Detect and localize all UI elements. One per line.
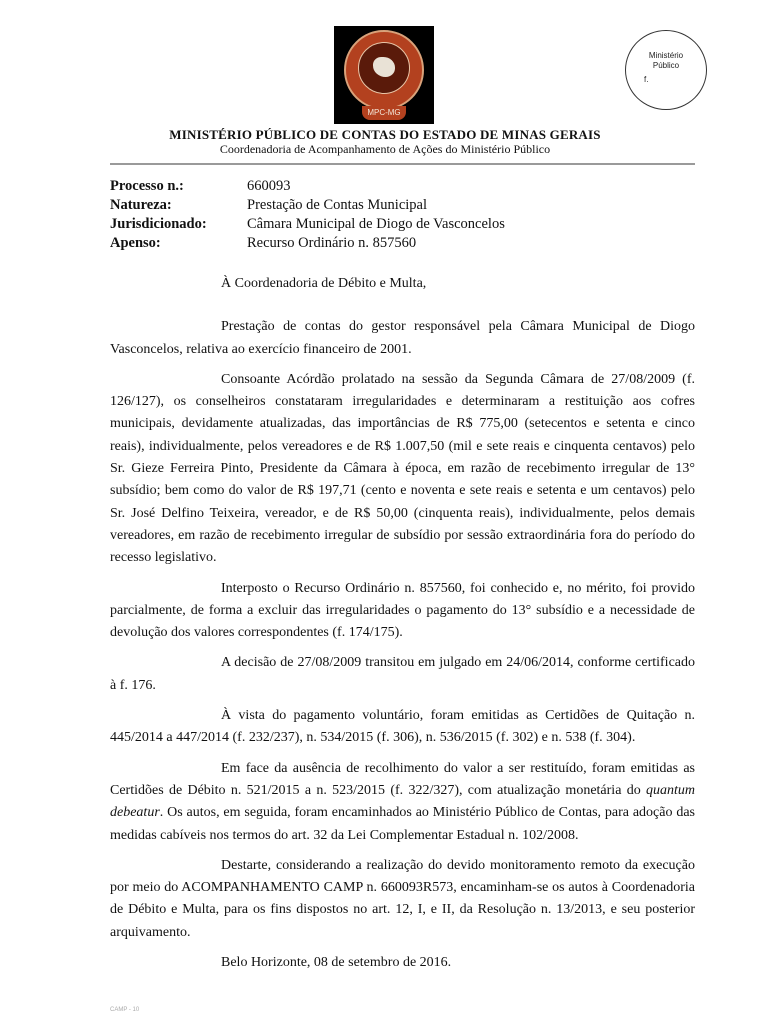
- paragraph-2: Consoante Acórdão prolatado na sessão da Segunda Câmara de 27/08/2009 (f. 126/127), os conselheiros constataram irregularidades e determinaram a restituição aos cofres municipais, devidamente atualizadas, das importâncias de R$ 775,00 (setecentos e setenta e cinco reais), individualmente, pelos vereadores e de R$ 1.007,50 (mil e sete reais e cinquenta centavos) pelo Sr. Gieze Ferreira Pinto, Presidente da Câmara à época, em razão de recebimento irregular de 13° subsídio; bem como do valor de R$ 197,71 (cento e noventa e sete reais e setenta e um centavos) pelo Sr. José Delfino Teixeira, vereador, e de R$ 50,00 (cinquenta reais), individualmente, pelos demais vereadores, em razão de recebimento irregular de subsídio por sessão extraordinária fora do período do recesso legislativo.: [110, 371, 695, 566]
- paragraph-7: Destarte, considerando a realização do devido monitoramento remoto da execução por meio do ACOMPANHAMENTO CAMP n. 660093R573, encaminham-se os autos à Coordenadoria de Débito e Multa, para os fins dispostos no art. 12, I, e II, da Resolução n. 13/2013, e seu posterior arquivamento.: [110, 857, 695, 940]
- meta-row-apenso: [110, 234, 505, 253]
- paragraph-4: A decisão de 27/08/2009 transitou em julgado em 24/06/2014, conforme certificado à f. 176.: [110, 655, 695, 693]
- meta-value: Câmara Municipal de Diogo de Vasconcelos: [247, 216, 505, 232]
- meta-value: 660093: [247, 178, 291, 194]
- paragraph-3: Interposto o Recurso Ordinário n. 857560, foi conhecido e, no mérito, foi provido parcialmente, de forma a excluir das irregularidades o pagamento do 13° subsídio e a necessidade de devolução dos valores correspondentes (f. 174/175).: [110, 580, 695, 641]
- document-header-title: MINISTÉRIO PÚBLICO DE CONTAS DO ESTADO DE MINAS GERAIS: [169, 127, 601, 142]
- document-header-subtitle: Coordenadoria de Acompanhamento de Ações do Ministério Público: [219, 142, 551, 156]
- mpc-mg-logo: [334, 26, 434, 124]
- paragraph-6-text-a: Em face da ausência de recolhimento do valor a ser restituído, foram emitidas as Certidões de Débito n. 521/2015 a n. 523/2015 (f. 322/327), com atualização monetária do: [110, 760, 695, 798]
- logo-badge: MPC-MG: [362, 106, 406, 120]
- logo-seal: [344, 30, 424, 110]
- addressee-line: À Coordenadoria de Débito e Multa,: [221, 276, 427, 291]
- meta-row-natureza: [110, 196, 505, 215]
- meta-value: Recurso Ordinário n. 857560: [247, 235, 417, 251]
- document-body: [110, 273, 695, 982]
- meta-label: Jurisdicionado:: [110, 216, 207, 232]
- meta-label: Natureza:: [110, 197, 172, 213]
- page-footer-code: CAMP - 10: [110, 1007, 140, 1013]
- paragraph-6: [110, 758, 695, 847]
- stamp-line2: Público: [652, 61, 680, 70]
- ministerio-publico-stamp: [625, 30, 707, 110]
- meta-label: Processo n.:: [110, 178, 184, 194]
- header-divider: [110, 163, 695, 165]
- paragraph-6-text-b: . Os autos, em seguida, foram encaminhados ao Ministério Público de Contas, para adoção das medidas cabíveis nos termos do art. 32 da Lei Complementar Estadual n. 102/2008.: [110, 805, 695, 843]
- meta-row-processo: [110, 177, 505, 196]
- paragraph-5: À vista do pagamento voluntário, foram emitidas as Certidões de Quitação n. 445/2014 a 447/2014 (f. 232/237), n. 534/2015 (f. 306), n. 536/2015 (f. 302) e n. 538 (f. 304).: [110, 708, 695, 746]
- stamp-mark: f.: [644, 75, 649, 84]
- signoff-line: Belo Horizonte, 08 de setembro de 2016.: [221, 955, 452, 971]
- stamp-line1: Ministério: [648, 51, 684, 60]
- paragraph-1: Prestação de contas do gestor responsável pela Câmara Municipal de Diogo Vasconcelos, relativa ao exercício financeiro de 2001.: [110, 319, 695, 357]
- logo-inner-circle: [358, 42, 410, 94]
- latin-term: quantum debeatur: [110, 782, 695, 821]
- brazil-map-icon: [373, 57, 395, 77]
- process-metadata: [110, 177, 505, 253]
- meta-value: Prestação de Contas Municipal: [247, 197, 427, 213]
- meta-label: Apenso:: [110, 235, 161, 251]
- meta-row-jurisdicionado: [110, 215, 505, 234]
